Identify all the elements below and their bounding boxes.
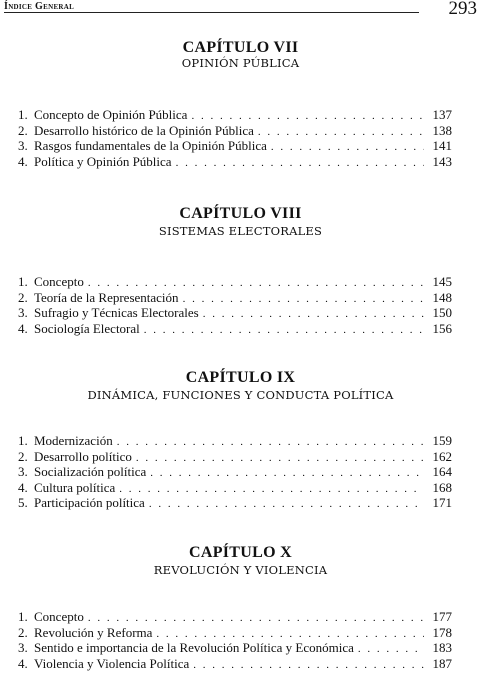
page-header — [0, 0, 481, 20]
toc-entry[interactable] — [18, 154, 452, 170]
toc-entry[interactable] — [18, 640, 452, 656]
chapter-title: CAPÍTULO IX — [185, 369, 296, 386]
entry-label: Modernización — [34, 433, 113, 448]
entry-number: 4. — [18, 479, 28, 495]
entry-label: Socialización política — [34, 464, 147, 479]
toc-entry[interactable] — [18, 321, 452, 337]
entry-page-number: 177 — [432, 609, 452, 624]
entry-label: Desarrollo histórico de la Opinión Pública — [34, 122, 254, 138]
entry-number: 1. — [18, 274, 28, 289]
entry-page-number: 187 — [432, 655, 452, 671]
toc-entry[interactable] — [18, 274, 452, 290]
toc-entry[interactable] — [18, 107, 452, 123]
toc-entry[interactable] — [18, 480, 452, 496]
entry-page-number: 145 — [432, 274, 452, 289]
toc-entry[interactable] — [18, 609, 452, 625]
toc-entry[interactable] — [18, 290, 452, 306]
entry-page-number: 162 — [432, 448, 452, 464]
entry-label: Sociología Electoral — [34, 320, 140, 336]
entry-number: 2. — [18, 448, 28, 464]
entry-page-number: 183 — [432, 640, 452, 655]
toc-entry[interactable] — [18, 449, 452, 465]
entry-label: Concepto de Opinión Pública — [34, 107, 188, 122]
toc-entry[interactable] — [18, 495, 452, 511]
entry-label: Revolución y Reforma — [34, 624, 153, 640]
entry-page-number: 141 — [432, 138, 452, 153]
toc-entry[interactable] — [18, 464, 452, 480]
entry-label: Teoría de la Representación — [34, 289, 179, 305]
entry-number: 3. — [18, 305, 28, 320]
entry-number: 2. — [18, 624, 28, 640]
entry-label: Rasgos fundamentales de la Opinión Pública — [34, 138, 267, 153]
entry-page-number: 143 — [432, 153, 452, 169]
entry-number: 4. — [18, 655, 28, 671]
chapter-subtitle: REVOLUCIÓN Y VIOLENCIA — [153, 563, 328, 577]
page-number: 293 — [448, 0, 477, 19]
toc-entry[interactable] — [18, 433, 452, 449]
header-rule — [4, 12, 419, 13]
entry-page-number: 137 — [432, 107, 452, 122]
toc-entry[interactable] — [18, 656, 452, 672]
entry-label: Concepto — [34, 274, 84, 289]
chapter-title: CAPÍTULO VII — [182, 39, 299, 56]
toc-entry[interactable] — [18, 138, 452, 154]
entry-number: 3. — [18, 138, 28, 153]
entry-number: 4. — [18, 153, 28, 169]
entry-label: Participación política — [34, 495, 145, 510]
chapter-title: CAPÍTULO VIII — [179, 205, 302, 222]
dot-leader — [193, 657, 424, 673]
entry-label: Política y Opinión Pública — [34, 153, 172, 169]
entry-page-number: 138 — [432, 122, 452, 138]
dot-leader — [149, 496, 424, 512]
entry-label: Concepto — [34, 609, 84, 624]
entry-page-number: 168 — [432, 479, 452, 495]
entry-label: Cultura política — [34, 479, 116, 495]
entry-number: 4. — [18, 320, 28, 336]
running-head: Índice General — [4, 1, 75, 12]
entry-number: 3. — [18, 464, 28, 479]
dot-leader — [144, 322, 424, 338]
entry-page-number: 150 — [432, 305, 452, 320]
dot-leader — [176, 155, 424, 171]
chapter-subtitle: DINÁMICA, FUNCIONES Y CONDUCTA POLÍTICA — [87, 388, 394, 402]
entry-number: 1. — [18, 433, 28, 448]
toc-entry[interactable] — [18, 625, 452, 641]
entry-page-number: 148 — [432, 289, 452, 305]
entry-page-number: 178 — [432, 624, 452, 640]
entry-label: Sentido e importancia de la Revolución Política y Económica — [34, 640, 354, 655]
entry-label: Desarrollo político — [34, 448, 132, 464]
entry-number: 2. — [18, 122, 28, 138]
entry-number: 1. — [18, 107, 28, 122]
chapter-subtitle: OPINIÓN PÚBLICA — [181, 56, 300, 70]
entry-number: 2. — [18, 289, 28, 305]
entry-label: Violencia y Violencia Política — [34, 655, 190, 671]
entry-number: 3. — [18, 640, 28, 655]
entry-page-number: 164 — [432, 464, 452, 479]
entry-label: Sufragio y Técnicas Electorales — [34, 305, 199, 320]
chapter-subtitle: SISTEMAS ELECTORALES — [158, 224, 323, 238]
entry-page-number: 159 — [432, 433, 452, 448]
entry-number: 5. — [18, 495, 28, 510]
entry-page-number: 156 — [432, 320, 452, 336]
entry-page-number: 171 — [432, 495, 452, 510]
toc-entry[interactable] — [18, 305, 452, 321]
toc-entry[interactable] — [18, 123, 452, 139]
entry-number: 1. — [18, 609, 28, 624]
chapter-title: CAPÍTULO X — [188, 544, 292, 561]
